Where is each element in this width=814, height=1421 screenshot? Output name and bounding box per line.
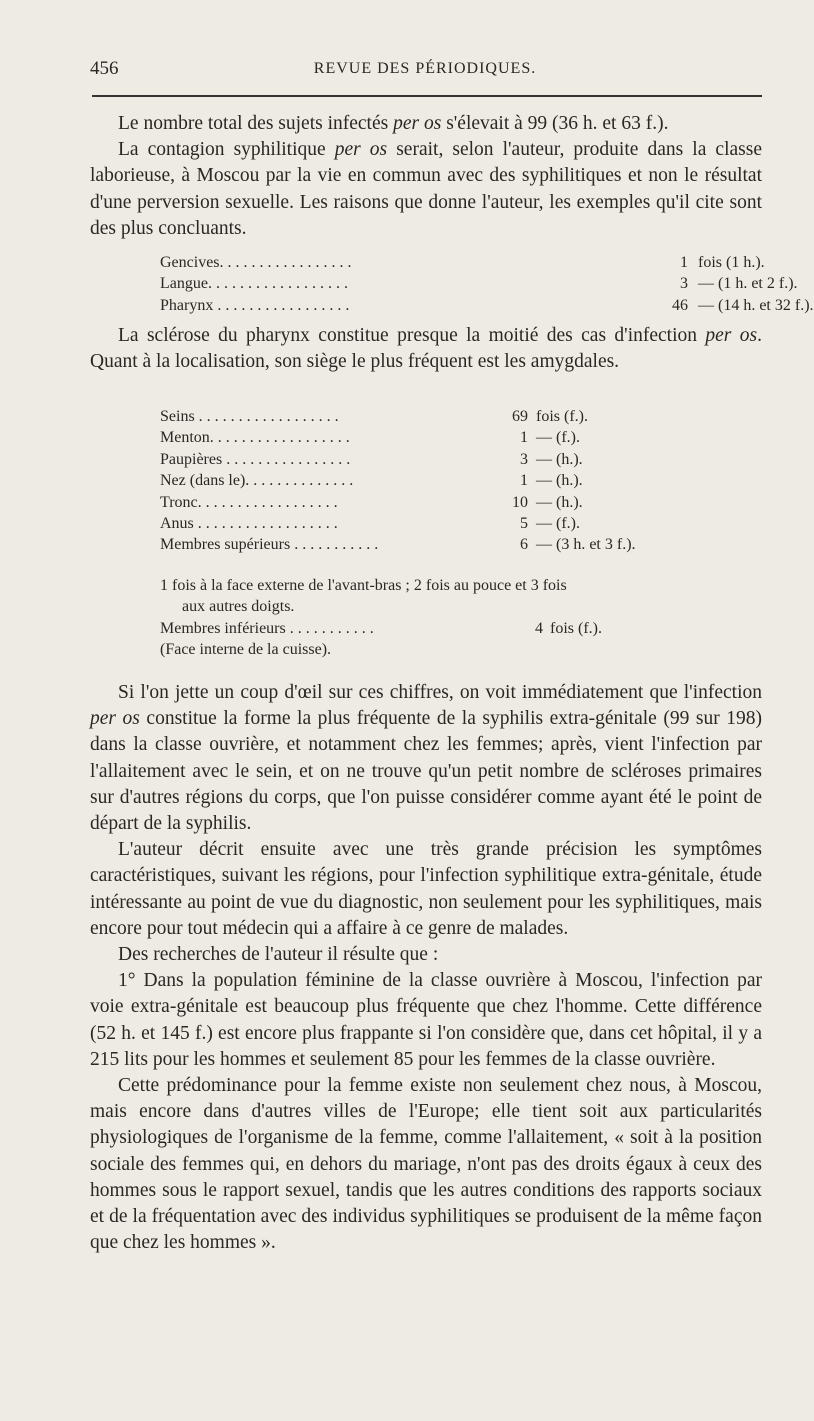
- note-line: aux autres doigts.: [182, 598, 295, 616]
- paragraph-intro: [90, 111, 762, 242]
- header-rule: [92, 95, 762, 97]
- page-number: 456: [90, 58, 119, 79]
- note-block: [160, 575, 720, 661]
- paragraph-pharynx: La sclérose du pharynx constitue presque la moitié des cas d'infection per os. Quant à la localisation, son siège le plus fréquent est les amygdales.: [90, 325, 762, 373]
- paragraph-predominance: Cette prédominance pour la femme existe non seulement chez nous, à Moscou, mais encore dans d'autres villes de l'Europe; elle tient soit aux particularités physiologiques de l'organisme de la femme, comme l'allaitement, « soit à la position sociale des femmes qui, en dehors du mariage, n'ont pas des droits égaux à ceux des hommes sous le rapport sexuel, tandis que les autres conditions des rapports sociaux et de la fréquentation avec des individus syphilitiques se produisent de la même façon que chez les hommes ».: [90, 1075, 762, 1254]
- note-line: 1 fois à la face externe de l'avant-bras ; 2 fois au pouce et 3 fois: [160, 577, 567, 594]
- table-row: Membres inférieurs . . . . . . . . . . . 4 fois (f.).: [160, 619, 602, 637]
- paragraph-results-intro: Des recherches de l'auteur il résulte que :: [118, 944, 439, 966]
- paragraph-contagion: La contagion syphilitique per os serait, selon l'auteur, produite dans la classe laborieuse, à Moscou par la vie en commun avec des syphilitiques et non le résultat d'une perversion sexuelle. Les raisons que donne l'auteur, les exemples qu'il cite sont des plus concluants.: [90, 139, 762, 239]
- note-line: (Face interne de la cuisse).: [160, 641, 332, 659]
- paragraph-result-1: 1° Dans la population féminine de la classe ouvrière à Moscou, l'infection par voie extra-génitale est beaucoup plus fréquente que chez l'homme. Cette différence (52 h. et 145 f.) est encore plus frappante si l'on considère que, dans cet hôpital, il y a 215 lits pour les hommes et seulement 85 pour les femmes de la classe ouvrière.: [90, 970, 762, 1070]
- page-header: [90, 58, 760, 82]
- page: 456 REVUE DES PÉRIODIQUES. Le nombre total des sujets infectés per os s'élevait à 99 (36 h. et 63 f.). La contagion syphilitique per os serait, selon l'auteur, produite dans la classe laborieuse, à Moscou par la vie en commun avec des syphilitiques et non le résultat d'une perversion sexuelle. Les raisons que donne l'auteur, les exemples qu'il cite sont des plus concluants. Gencives. . . . . . . . . . . . . . . . . 1 fois (1 h.). Langue. . . . . . . . . . . . . . . . . . 3 — (1 h. et 2 f.). Pharynx . . . . . . . . . . . . . . . . . 46 — (14 h. et 32 f.). La sclérose du pharynx constitue presque la moitié des cas d'infection per os. Quant à la localisation, son siège le plus fréquent est les amygdales. Seins . . . . . . . . . . . . . . . . . . 69 fois (f.). Menton. . . . . . . . . . . . . . . . . . 1 — (f.). Paupières . . . . . . . . . . . . . . . . 3 — (h.). Nez (dans le). . . . . . . . . . . . . . 1 — (h.). Tronc. . . . . . . . . . . . . . . . . . 10 — (h.). Anus . . . . . . . . . . . . . . . . . . 5 — (f.). Membres supérieurs . . . . . . . . . . . 6 — (3 h. et 3 f.). 1 fois à la face externe de l'avant-bras ; 2 fois au pouce et 3 fois aux autres doigts. Membres inférieurs . . . . . . . . . . . 4 fois (f.). (Face interne de la cuisse). Si l'on jette un coup d'œil sur ces chiffres, on voit immédiatement que l'infection per os constitue la forme la plus fréquente de la syphilis extra-génitale (99 sur 198) dans la classe ouvrière, et notamment chez les femmes; après, vient l'infection par l'allaitement avec le sein, et on ne trouve qu'un petit nombre de scléroses primaires sur d'autres régions du corps, que l'on puisse considérer comme ayant été le point de départ de la syphilis. L'auteur décrit ensuite avec une très grande précision les symptômes caractéristiques, suivant les régions, pour l'infection syphilitique extra-génitale, étude intéressante au point de vue du diagnostic, non seulement pour les syphilitiques, mais encore pour tout médecin qui a affaire à ce genre de malades. Des recherches de l'auteur il résulte que : 1° Dans la population féminine de la classe ouvrière à Moscou, l'infection par voie extra-génitale est beaucoup plus fréquente que chez l'homme. Cette différence (52 h. et 145 f.) est encore plus frappante si l'on considère que, dans cet hôpital, il y a 215 lits pour les hommes et seulement 85 pour les femmes de la classe ouvrière. Cette prédominance pour la femme existe non seulement chez nous, à Moscou, mais encore dans d'autres villes de l'Europe; elle tient soit aux particularités physiologiques de l'organisme de la femme, comme l'allaitement, « soit à la position sociale des femmes qui, en dehors du mariage, n'ont pas des droits égaux à ceux des hommes sous le rapport sexuel, tandis que les autres conditions des rapports sociaux et de la fréquentation avec des individus syphilitiques se produisent de la même façon que chez les hommes ».: [0, 0, 800, 1421]
- running-title: REVUE DES PÉRIODIQUES.: [313, 60, 537, 77]
- paragraph-symptoms: L'auteur décrit ensuite avec une très grande précision les symptômes caractéristiques, suivant les régions, pour l'infection syphilitique extra-génitale, étude intéressante au point de vue du diagnostic, non seulement pour les syphilitiques, mais encore pour tout médecin qui a affaire à ce genre de malades.: [90, 839, 762, 939]
- paragraph-total: Le nombre total des sujets infectés per os s'élevait à 99 (36 h. et 63 f.).: [118, 113, 669, 134]
- body-main: [90, 680, 762, 1256]
- paragraph-figures: Si l'on jette un coup d'œil sur ces chiffres, on voit immédiatement que l'infection per os constitue la forme la plus fréquente de la syphilis extra-génitale (99 sur 198) dans la classe ouvrière, et notamment chez les femmes; après, vient l'infection par l'allaitement avec le sein, et on ne trouve qu'un petit nombre de scléroses primaires sur d'autres régions du corps, que l'on puisse considérer comme ayant été le point de départ de la syphilis.: [90, 682, 762, 835]
